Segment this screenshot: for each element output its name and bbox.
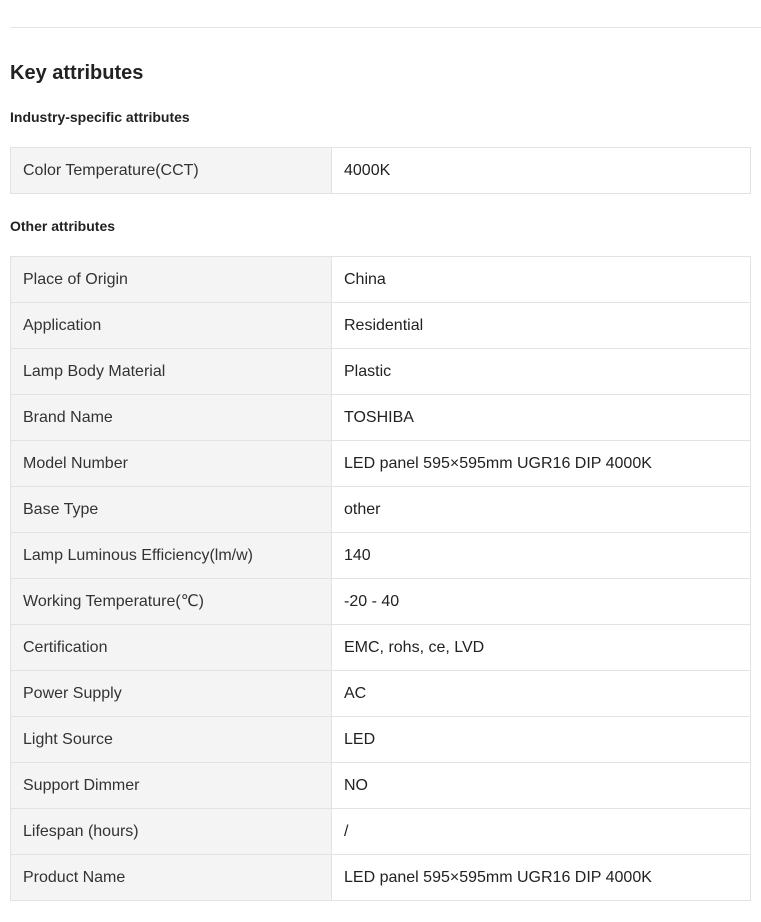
attribute-name: Lamp Body Material	[11, 349, 332, 395]
attribute-row	[11, 257, 751, 303]
attribute-value: LED panel 595×595mm UGR16 DIP 4000K	[332, 855, 751, 901]
attribute-value: -20 - 40	[332, 579, 751, 625]
attribute-row	[11, 441, 751, 487]
attribute-row	[11, 579, 751, 625]
industry-attributes-table	[10, 147, 751, 194]
attribute-row	[11, 763, 751, 809]
industry-attributes-title: Industry-specific attributes	[10, 109, 190, 125]
attribute-row	[11, 148, 751, 194]
other-attributes-title: Other attributes	[10, 218, 116, 234]
attribute-value: AC	[332, 671, 751, 717]
top-divider	[10, 27, 761, 28]
attribute-value: NO	[332, 763, 751, 809]
attribute-row	[11, 809, 751, 855]
attribute-row	[11, 303, 751, 349]
attribute-value: Plastic	[332, 349, 751, 395]
attribute-name: Model Number	[11, 441, 332, 487]
attribute-row	[11, 533, 751, 579]
attribute-value: TOSHIBA	[332, 395, 751, 441]
attribute-row	[11, 625, 751, 671]
attribute-value: /	[332, 809, 751, 855]
attribute-name: Lifespan (hours)	[11, 809, 332, 855]
attribute-name: Support Dimmer	[11, 763, 332, 809]
attribute-value: other	[332, 487, 751, 533]
attribute-row	[11, 671, 751, 717]
attribute-name: Power Supply	[11, 671, 332, 717]
attribute-row	[11, 487, 751, 533]
attribute-value: LED panel 595×595mm UGR16 DIP 4000K	[332, 441, 751, 487]
attribute-name: Working Temperature(℃)	[11, 579, 332, 625]
attribute-value: EMC, rohs, ce, LVD	[332, 625, 751, 671]
attribute-row	[11, 717, 751, 763]
attribute-name: Product Name	[11, 855, 332, 901]
attribute-name: Light Source	[11, 717, 332, 763]
attribute-row	[11, 349, 751, 395]
attribute-name: Place of Origin	[11, 257, 332, 303]
attribute-row	[11, 395, 751, 441]
attribute-name: Brand Name	[11, 395, 332, 441]
attribute-value: 4000K	[332, 148, 751, 194]
attribute-name: Color Temperature(CCT)	[11, 148, 332, 194]
attribute-value: Residential	[332, 303, 751, 349]
other-attributes-table	[10, 256, 751, 901]
section-title: Key attributes	[10, 62, 144, 84]
attribute-name: Application	[11, 303, 332, 349]
attribute-name: Lamp Luminous Efficiency(lm/w)	[11, 533, 332, 579]
attribute-value: LED	[332, 717, 751, 763]
attribute-name: Certification	[11, 625, 332, 671]
attribute-name: Base Type	[11, 487, 332, 533]
attribute-row	[11, 855, 751, 901]
attribute-value: 140	[332, 533, 751, 579]
attribute-value: China	[332, 257, 751, 303]
